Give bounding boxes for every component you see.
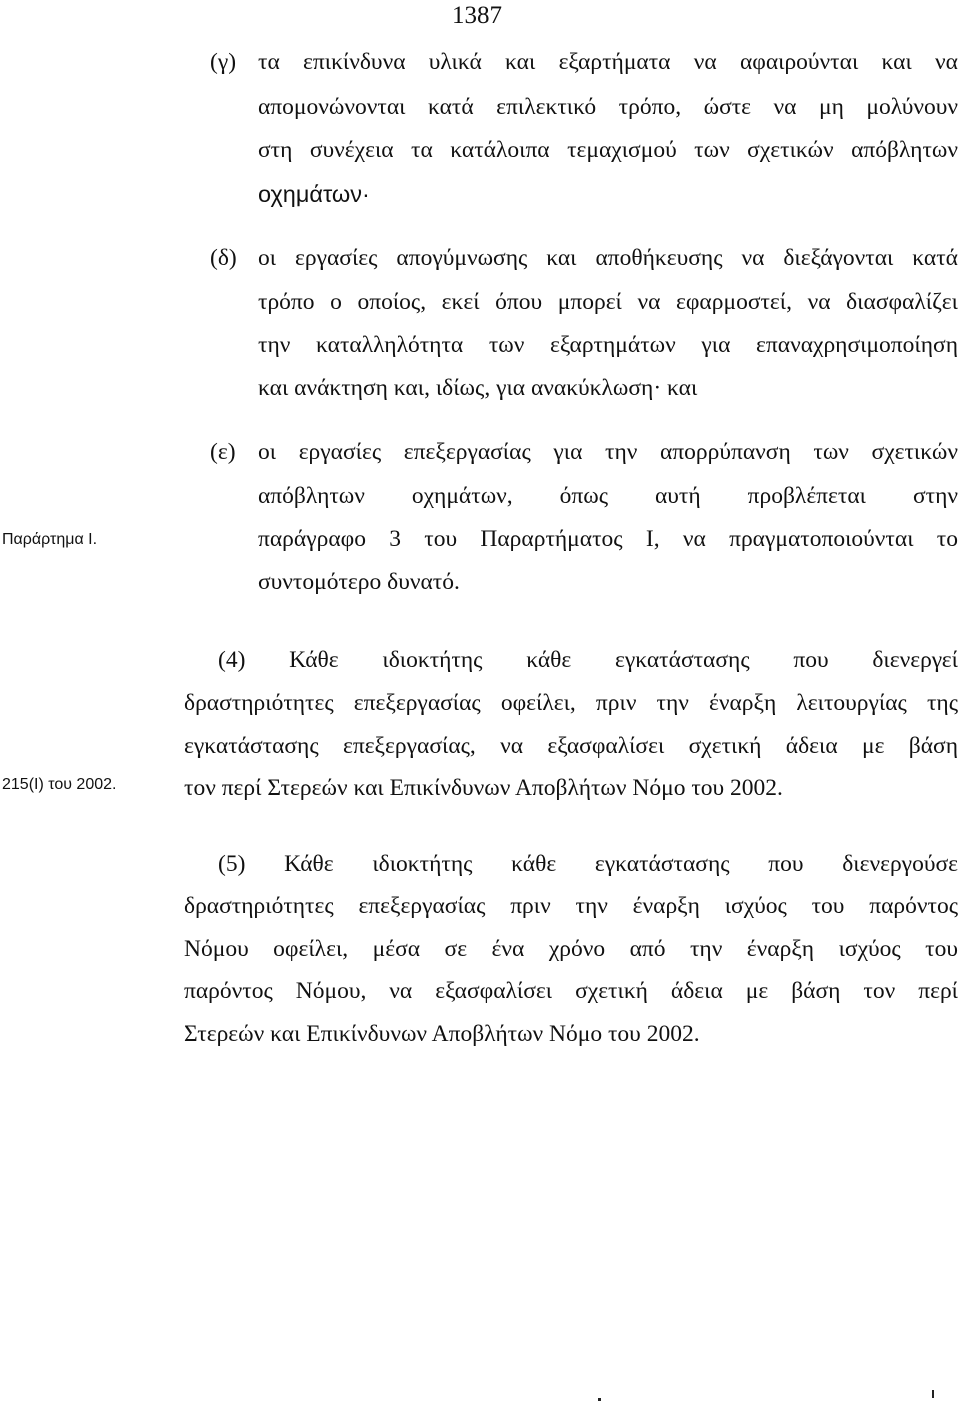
item-g-marker: (γ) [210, 49, 237, 75]
margin-note-law: 215(Ι) του 2002. [2, 776, 117, 793]
para-5-line-4: παρόντος Νόμου, να εξασφαλίσει σχετική άδεια με βάση τον περί [184, 978, 958, 1004]
page-number: 1387 [452, 2, 502, 29]
item-e-line-1: οι εργασίες επεξεργασίας για την απορρύπανση των σχετικών [258, 439, 958, 465]
item-e-line-4: συντομότερο δυνατό. [258, 569, 460, 595]
item-d-line-2: τρόπο ο οποίος, εκεί όπου μπορεί να εφαρμοστεί, να διασφαλίζει [258, 289, 958, 315]
item-e-marker: (ε) [210, 439, 236, 465]
item-e-line-2: απόβλητων οχημάτων, όπως αυτή προβλέπεται στην [258, 483, 958, 509]
para-5-line-2: δραστηριότητες επεξεργασίας πριν την έναρξη ισχύος του παρόντος [184, 893, 958, 919]
para-4-line-3: εγκατάστασης επεξεργασίας, να εξασφαλίσει σχετική άδεια με βάση [184, 733, 958, 759]
item-e-line-3: παράγραφο 3 του Παραρτήματος Ι, να πραγματοποιούνται το [258, 526, 958, 552]
item-d-line-3: την καταλληλότητα των εξαρτημάτων για επαναχρησιμοποίηση [258, 332, 958, 358]
para-5-line-5: Στερεών και Επικίνδυνων Αποβλήτων Νόμο του 2002. [184, 1021, 700, 1047]
item-g-line-1: τα επικίνδυνα υλικά και εξαρτήματα να αφαιρούνται και να [258, 49, 958, 75]
para-4-line-4: τον περί Στερεών και Επικίνδυνων Αποβλήτων Νόμο του 2002. [184, 775, 783, 801]
para-4-line-1: (4) Κάθε ιδιοκτήτης κάθε εγκατάστασης που διενεργεί [218, 647, 958, 673]
para-5-line-1: (5) Κάθε ιδιοκτήτης κάθε εγκατάστασης που διενεργούσε [218, 851, 958, 877]
item-d-line-1: οι εργασίες απογύμνωσης και αποθήκευσης να διεξάγονται κατά [258, 245, 958, 271]
item-d-line-4: και ανάκτηση και, ιδίως, για ανακύκλωση· και [258, 375, 698, 401]
item-g-line-4: οχημάτων· [258, 181, 370, 207]
para-4-line-2: δραστηριότητες επεξεργασίας οφείλει, πριν την έναρξη λειτουργίας της [184, 690, 958, 716]
para-5-line-3: Νόμου οφείλει, μέσα σε ένα χρόνο από την έναρξη ισχύος του [184, 936, 958, 962]
margin-note-annex: Παράρτημα Ι. [2, 531, 98, 548]
scan-speck [932, 1390, 934, 1398]
item-d-marker: (δ) [210, 245, 237, 271]
item-g-line-2: απομονώνονται κατά επιλεκτικό τρόπο, ώστε να μη μολύνουν [258, 94, 958, 120]
scan-speck [598, 1398, 601, 1401]
item-g-line-3: στη συνέχεια τα κατάλοιπα τεμαχισμού των σχετικών απόβλητων [258, 137, 958, 163]
